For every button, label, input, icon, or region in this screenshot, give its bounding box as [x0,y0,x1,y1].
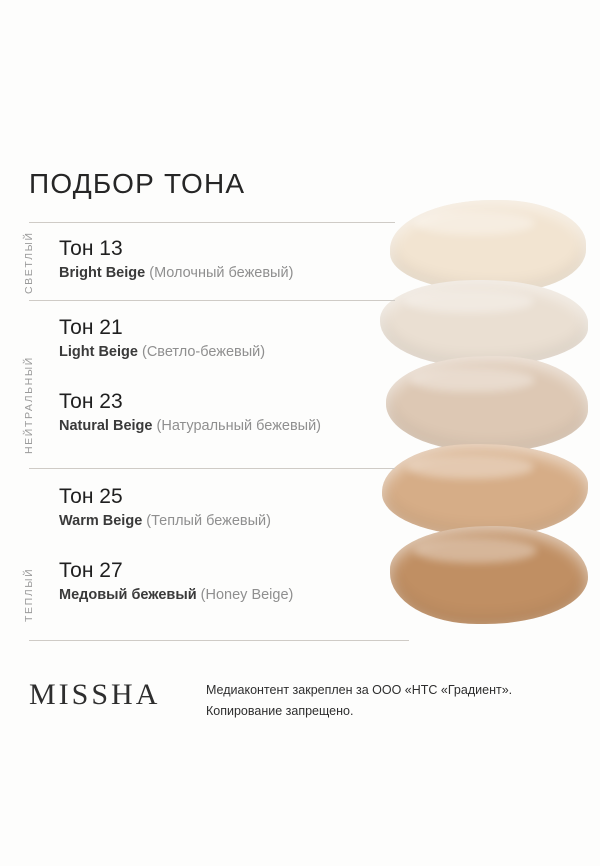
shade-row-tone-27 [59,558,293,606]
gloss-highlight [410,368,535,393]
shade-description [59,417,321,437]
group-label-light: СВЕТЛЫЙ [23,231,35,294]
gloss-highlight [414,211,536,235]
swatch-blob-tone-27 [390,526,588,624]
group-label-neutral: НЕЙТРАЛЬНЫЙ [23,356,35,454]
divider-top [29,222,395,223]
gloss-highlight [407,455,535,479]
gloss-highlight [405,290,534,312]
shade-row-tone-23 [59,389,321,437]
swatch-blob-tone-25 [382,444,588,536]
shade-description [59,343,265,363]
shade-tone-number: Тон 21 [59,316,123,339]
shade-description [59,586,293,606]
shade-name: Медовый бежевый [59,587,197,604]
shade-alt-name: (Натуральный бежевый) [156,418,322,435]
page-title: ПОДБОР ТОНА [29,168,246,199]
shade-alt-name: (Теплый бежевый) [146,513,271,530]
swatch-blob-tone-21 [380,280,588,366]
legal-line-1: Медиаконтент закреплен за ООО «НТС «Градиент». [206,683,513,697]
shade-row-tone-25 [59,484,271,532]
shade-name: Warm Beige [59,513,143,530]
swatch-artwork [372,196,592,636]
shade-description [59,512,271,532]
shade-tone-number: Тон 27 [59,559,123,582]
gloss-highlight [414,538,537,563]
shade-name: Natural Beige [59,418,153,435]
shade-alt-name: (Светло-бежевый) [141,344,266,361]
shade-description [59,264,293,284]
legal-line-2: Копирование запрещено. [206,703,354,718]
shade-row-tone-21 [59,315,265,363]
divider-bottom [29,640,409,641]
shade-tone-number: Тон 13 [59,237,123,260]
shade-tone-number: Тон 25 [59,485,123,508]
shade-name: Light Beige [59,344,138,361]
brand-logo: MISSHA [29,678,161,711]
group-label-warm: ТЕПЛЫЙ [23,567,35,622]
shade-tone-number: Тон 23 [59,390,123,413]
swatch-blob-tone-23 [386,356,588,452]
legal-notice [206,680,576,721]
shade-row-tone-13 [59,236,293,284]
divider-neutral-warm [29,468,395,469]
divider-light-neutral [29,300,395,301]
shade-alt-name: (Молочный бежевый) [149,265,294,282]
shade-alt-name: (Honey Beige) [200,587,294,604]
shade-name: Bright Beige [59,265,146,282]
swatch-blob-tone-13 [390,200,586,292]
